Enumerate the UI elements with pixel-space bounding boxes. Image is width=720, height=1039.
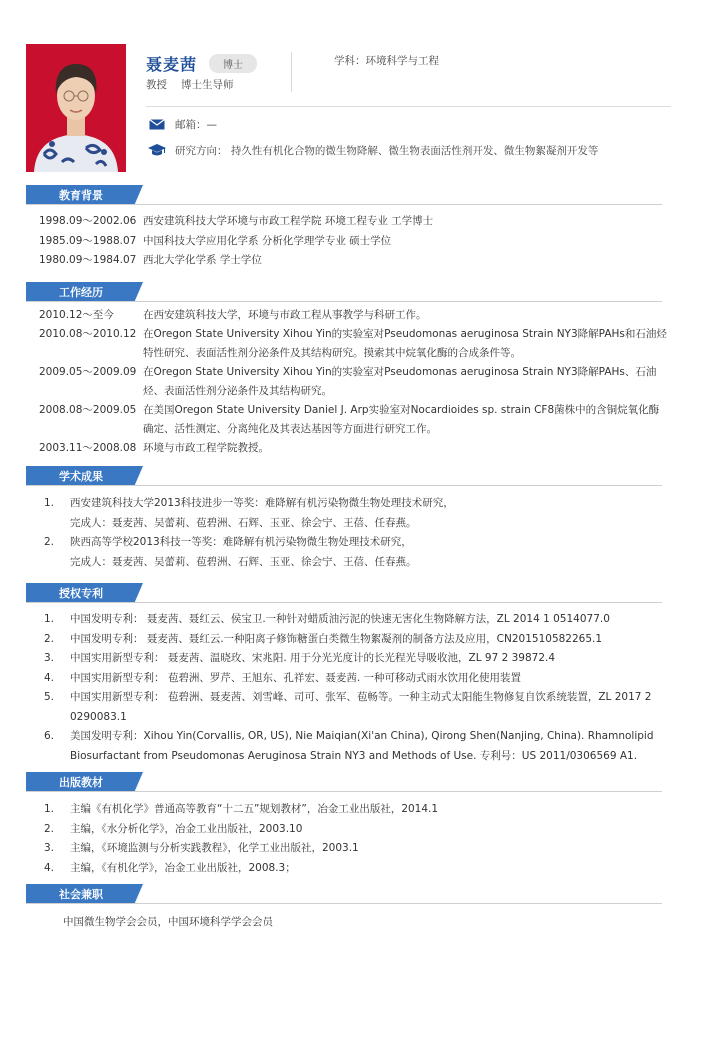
degree-badge: 博士: [209, 54, 257, 73]
list-item: [44, 839, 664, 859]
section-education: [26, 185, 662, 207]
work-desc: 在Oregon State University Xihou Yin的实验室对Pseudomonas aeruginosa Strain NY3降解PAHs和石油烃特性研究、表面活性剂分泌条件及其结构研究。摸索其中烷氧化酶的合成条件等。: [143, 328, 667, 359]
item-number: 2.: [44, 632, 55, 645]
section-rule: [26, 903, 662, 904]
edu-text: 中国科技大学应用化学系 分析化学理学专业 硕士学位: [143, 235, 392, 247]
work-item: [39, 306, 669, 325]
list-item: [44, 820, 664, 840]
name-row: [146, 52, 257, 75]
item-number: 1.: [44, 613, 55, 625]
item-number: 2.: [44, 822, 55, 835]
envelope-icon: [147, 119, 167, 130]
section-textbooks: [26, 772, 662, 794]
item-number: 3.: [44, 842, 55, 854]
section-title: 工作经历: [59, 286, 103, 299]
advisor-text: 博士生导师: [181, 79, 234, 91]
work-list: [39, 306, 669, 458]
edu-text: 西安建筑科技大学环境与市政工程学院 环境工程专业 工学博士: [143, 215, 434, 227]
list-item: [44, 610, 664, 630]
graduation-cap-icon: [147, 144, 167, 157]
work-desc: 环境与市政工程学院教授。: [143, 442, 269, 454]
textbook-text: 主编《有机化学》普通高等教育“十二五”规划教材”，冶金工业出版社，2014.1: [70, 803, 439, 815]
work-item: [39, 401, 669, 439]
section-rule: [26, 204, 662, 205]
title-text: 教授: [146, 79, 167, 91]
section-work: [26, 282, 662, 304]
edu-text: 西北大学化学系 学士学位: [143, 254, 262, 266]
patent-text: 中国实用新型专利： 苞碧洲、聂麦茜、刘雪峰、司可、张军、苞畅等。一种主动式太阳能生物修复自饮系统装置，ZL 2017 2 0290083.1: [70, 691, 652, 723]
list-item: [44, 669, 664, 689]
item-number: 2.: [44, 536, 55, 548]
email-row: [147, 117, 217, 132]
item-number: 6.: [44, 730, 55, 742]
work-item: [39, 363, 669, 401]
section-patents: [26, 583, 662, 605]
work-period: 2003.11～2008.08: [39, 442, 137, 454]
item-number: 1.: [44, 497, 55, 509]
work-period: 2010.08～2010.12: [39, 328, 137, 340]
patent-text: 中国发明专利： 聂麦茜、聂红云.一种阳离子修饰糖蛋白类微生物絮凝剂的制备方法及应用，CN201510582265.1: [70, 632, 603, 645]
header-divider: [291, 52, 292, 92]
patents-list: [44, 610, 664, 766]
research-text: 研究方向： 持久性有机化合物的微生物降解、微生物表面活性剂开发、微生物絮凝剂开发等: [175, 145, 599, 157]
awards-list: [44, 494, 664, 572]
section-rule: [26, 602, 662, 603]
list-item: [44, 727, 664, 766]
list-item: [44, 800, 664, 820]
award-people: 完成人：聂麦茜、吴蕾莉、苞碧洲、石辉、玉亚、徐会宁、王蓓、任春燕。: [70, 555, 417, 568]
textbook-text: 主编，《有机化学》，冶金工业出版社，2008.3；: [70, 861, 296, 874]
section-rule: [26, 301, 662, 302]
edu-period: 1980.09～1984.07: [39, 254, 137, 266]
section-title: 教育背景: [59, 189, 103, 202]
edu-row: [39, 213, 433, 228]
item-number: 1.: [44, 803, 55, 815]
section-social: [26, 884, 662, 906]
patent-text: 中国发明专利： 聂麦茜、聂红云、侯宝卫.一种针对蜡质油污泥的快速无害化生物降解方法，ZL 2014 1 0514077.0: [70, 613, 610, 625]
list-item: [44, 630, 664, 650]
textbook-text: 主编，《环境监测与分析实践教程》，化学工业出版社，2003.1: [70, 842, 359, 854]
edu-period: 1998.09～2002.06: [39, 215, 137, 227]
work-period: 2010.12～至今: [39, 309, 114, 321]
work-desc: 在美国Oregon State University Daniel J. Arp实验室对Nocardioides sp. strain CF8菌株中的含铜烷氧化酶确定、活性测定、分离纯化及其表达基因等方面进行研究工作。: [143, 404, 660, 435]
list-item: [44, 533, 664, 572]
header-rule: [146, 106, 671, 107]
research-row: [147, 143, 598, 158]
patent-text: 中国实用新型专利： 聂麦茜、温晓玫、宋兆阳. 用于分光光度计的长光程光导吸收池，ZL 97 2 39872.4: [70, 652, 556, 664]
subject-text: 学科：环境科学与工程: [334, 55, 439, 67]
section-rule: [26, 791, 662, 792]
social-text: 中国微生物学会会员，中国环境科学学会会员: [63, 916, 273, 928]
section-title: 学术成果: [59, 470, 103, 483]
item-number: 3.: [44, 652, 55, 664]
edu-row: [39, 252, 262, 267]
section-title: 授权专利: [59, 587, 103, 600]
list-item: [44, 649, 664, 669]
patent-text: 中国实用新型专利： 苞碧洲、罗芹、王旭东、孔祥宏、聂麦茜. 一种可移动式雨水饮用化使用装置: [70, 671, 522, 684]
award-line: 陕西高等学校2013科技一等奖：难降解有机污染物微生物处理技术研究，: [70, 536, 412, 548]
textbook-text: 主编，《水分析化学》，冶金工业出版社，2003.10: [70, 822, 303, 835]
list-item: [44, 494, 664, 533]
job-titles: [146, 77, 234, 92]
work-period: 2009.05～2009.09: [39, 366, 137, 378]
item-number: 5.: [44, 691, 55, 703]
section-rule: [26, 485, 662, 486]
patent-text: 美国发明专利：Xihou Yin(Corvallis, OR, US), Nie Maiqian(Xi'an China), Qirong Shen(Nanjing, China). Rhamnolipid Biosurfactant from Pseudomonas Aeruginosa Strain NY3 and Methods of Use. 专利号：US 2011/0306569 A1.: [70, 730, 654, 762]
work-item: [39, 325, 669, 363]
work-item: [39, 439, 669, 458]
section-title: 出版教材: [59, 776, 103, 789]
work-desc: 在Oregon State University Xihou Yin的实验室对Pseudomonas aeruginosa Strain NY3降解PAHs、石油烃、表面活性剂分泌条件及其结构研究。: [143, 366, 657, 397]
person-name: 聂麦茜: [146, 55, 198, 74]
award-people: 完成人：聂麦茜、吴蕾莉、苞碧洲、石辉、玉亚、徐会宁、王蓓、任春燕。: [70, 516, 417, 529]
edu-row: [39, 233, 391, 248]
section-awards: [26, 466, 662, 488]
work-desc: 在西安建筑科技大学，环境与市政工程从事教学与科研工作。: [143, 309, 427, 321]
portrait-photo: [26, 44, 126, 172]
list-item: [44, 859, 664, 879]
textbooks-list: [44, 800, 664, 878]
email-text: 邮箱：—: [175, 119, 217, 131]
award-line: 西安建筑科技大学2013科技进步一等奖：难降解有机污染物微生物处理技术研究，: [70, 497, 454, 509]
list-item: [44, 688, 664, 727]
work-period: 2008.08～2009.05: [39, 404, 137, 416]
section-title: 社会兼职: [59, 888, 103, 901]
item-number: 4.: [44, 861, 55, 874]
item-number: 4.: [44, 671, 55, 684]
edu-period: 1985.09～1988.07: [39, 235, 137, 247]
